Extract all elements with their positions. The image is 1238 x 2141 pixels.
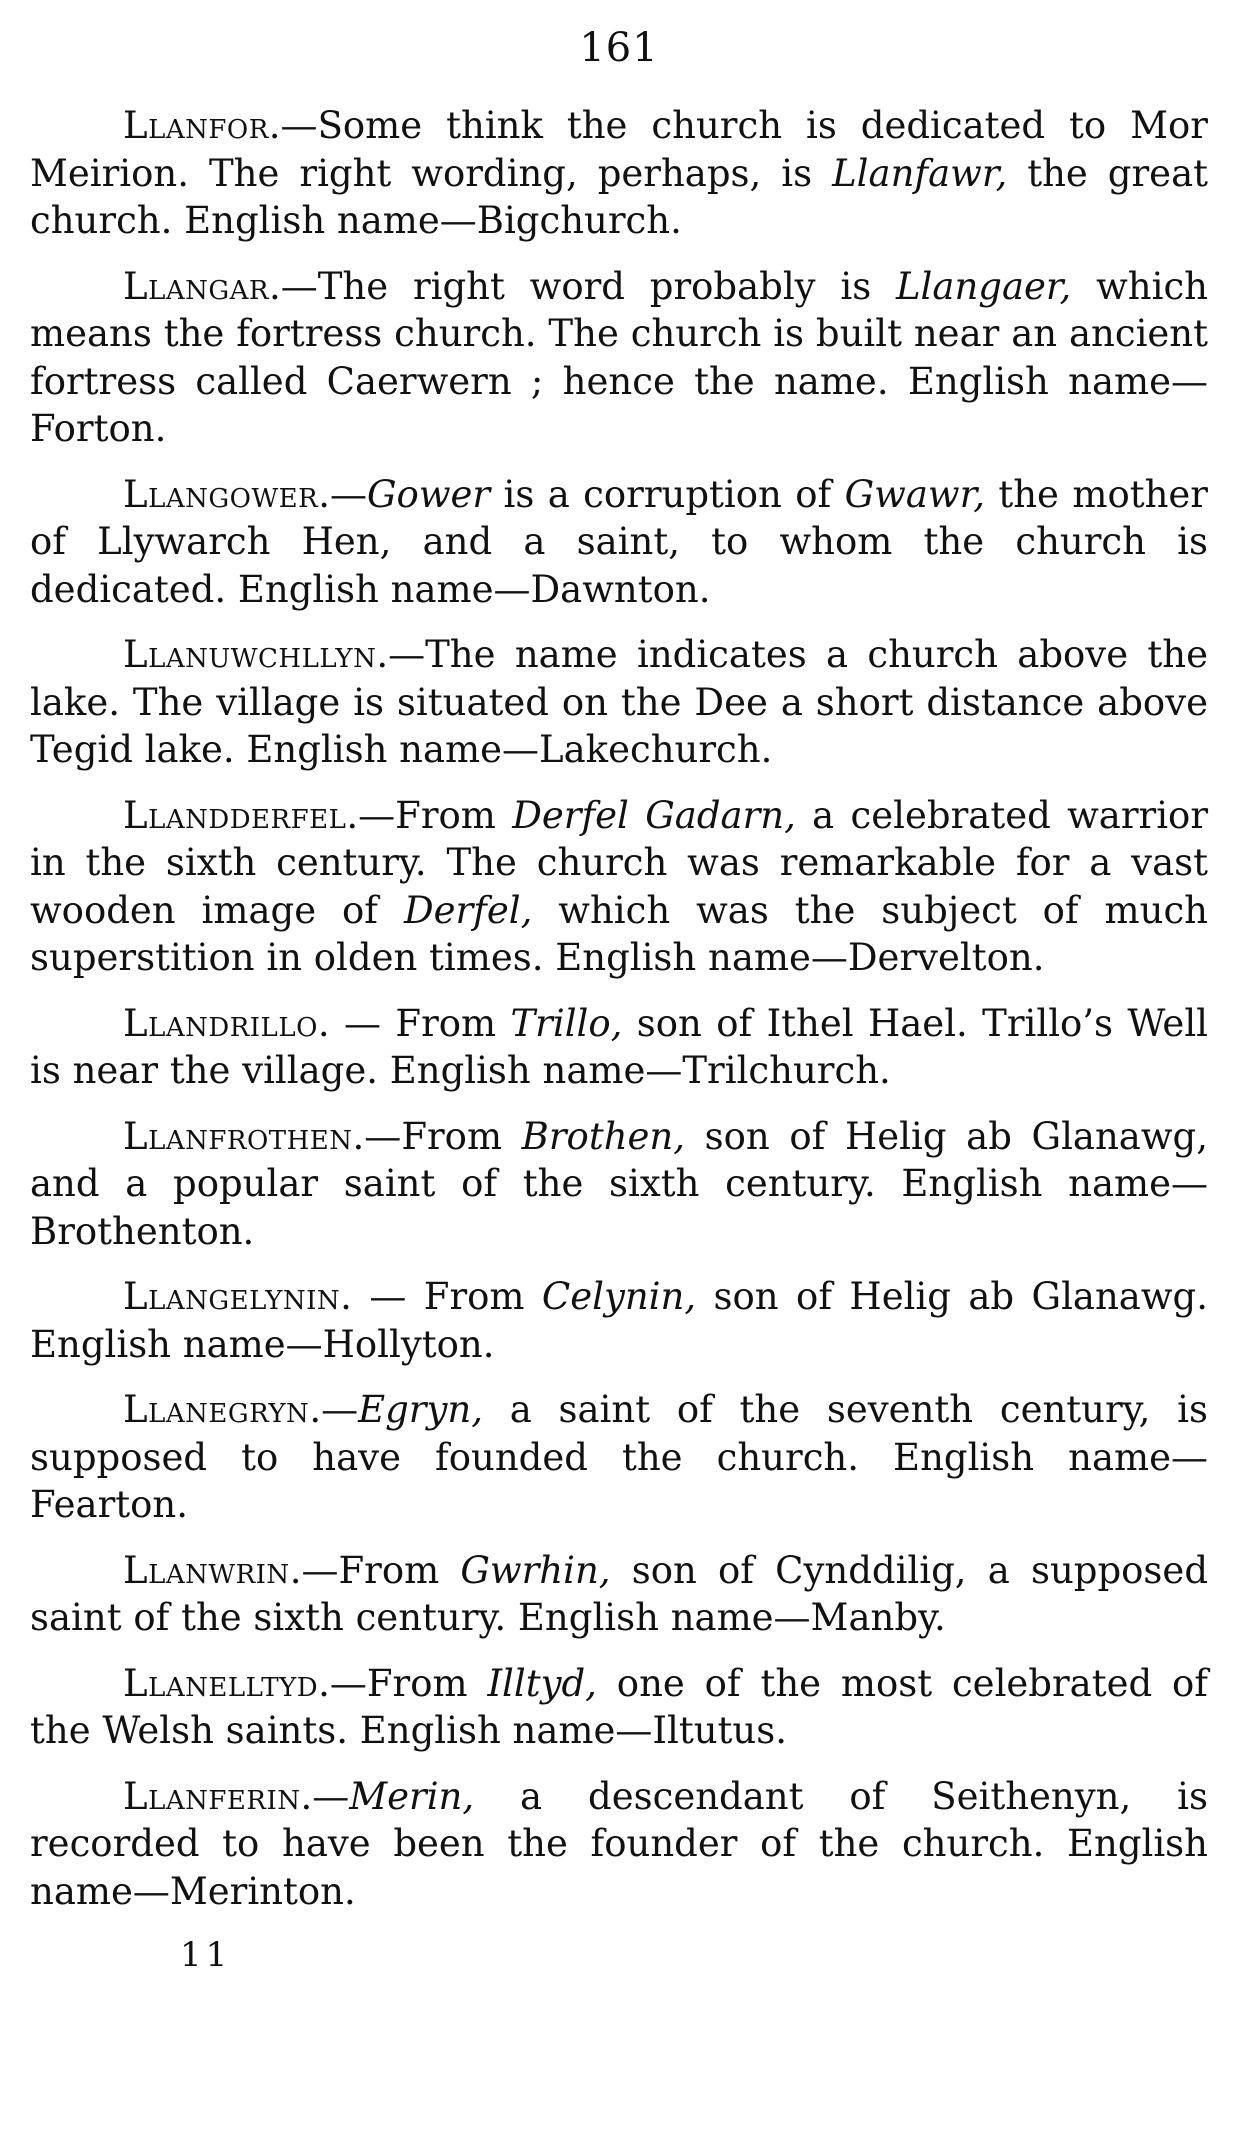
headword: Llanferin (123, 1774, 301, 1818)
headword: Llanegryn (123, 1388, 310, 1431)
entry-text-after: the great church. English name—Bigchurch. (30, 151, 1208, 242)
entry-llanelltyd (30, 1660, 1208, 1755)
entry-llanfrothen (30, 1113, 1208, 1256)
entry-text-after: son of Helig ab Glanawg. English name—Hollyton. (30, 1275, 1208, 1366)
entry-llanwrin (30, 1547, 1208, 1642)
italic-term: Celynin, (541, 1275, 697, 1318)
headword: Llanwrin (123, 1548, 290, 1592)
entry-text: a descendant of Seithenyn, is recorded to have been the founder of the church. English name—Merinton. (30, 1774, 1208, 1913)
entry-text: Some think the church is dedicated to Mor Meirion. The right wording, perhaps, is (30, 104, 1208, 195)
entry-llanuwchllyn (30, 631, 1208, 774)
lead-italic-term: Gower (367, 472, 491, 516)
italic-term: Trillo, (510, 1001, 623, 1045)
separator: .— (268, 104, 318, 147)
headword: Llanuwchllyn (123, 633, 377, 676)
entry-text-after: one of the most celebrated of the Welsh saints. English name—Iltutus. (30, 1661, 1208, 1752)
italic-term-2: Derfel, (403, 888, 533, 932)
italic-term: Llanfawr, (832, 151, 1008, 195)
italic-term: Llangaer, (895, 264, 1072, 308)
page-number: 161 (579, 25, 659, 71)
italic-term: Gwrhin, (460, 1548, 611, 1592)
separator: .— (289, 1548, 339, 1592)
entry-text: From (395, 1001, 511, 1045)
entry-text-after: son of Cynddilig, a supposed saint of the sixth century. English name—Manby. (30, 1548, 1209, 1639)
separator: .— (300, 1774, 350, 1818)
entry-llanegryn (30, 1386, 1208, 1529)
headword: Llangar (123, 264, 269, 308)
entry-text-after: son of Ithel Hael. Trillo’s Well is near the village. English name—Trilchurch. (30, 1001, 1208, 1092)
separator: .— (346, 793, 396, 837)
signature-mark: 11 (180, 1935, 232, 1975)
entry-llangar (30, 263, 1208, 453)
italic-term: Brothen, (521, 1114, 686, 1158)
separator: .— (376, 633, 426, 676)
lead-italic-term: Merin, (349, 1774, 475, 1818)
entry-text-after: which means the fortress church. The church is built near an ancient fortress called Caerwern ; hence the name. English name—Forton. (30, 264, 1208, 450)
entry-llangelynin (30, 1273, 1208, 1368)
entry-text: From (338, 1548, 461, 1592)
entry-llandderfel (30, 792, 1208, 982)
entry-text-after: son of Helig ab Glanawg, and a popular saint of the sixth century. English name—Brothenton. (30, 1114, 1208, 1253)
separator: .— (309, 1388, 359, 1431)
italic-term: Derfel Gadarn, (512, 793, 796, 837)
separator: .— (318, 1661, 367, 1705)
headword: Llandrillo (123, 1001, 318, 1045)
headword: Llangelynin (123, 1275, 341, 1318)
separator: .— (352, 1114, 402, 1158)
separator: .— (318, 472, 367, 516)
entry-text: The name indicates a church above the lake. The village is situated on the Dee a short distance above Tegid lake. English name—Lakechurch. (30, 633, 1208, 771)
headword: Llanelltyd (123, 1661, 319, 1705)
entry-text: a saint of the seventh century, is supposed to have founded the church. English name—Fearton. (30, 1388, 1208, 1526)
entry-text-after: the mother of Llywarch Hen, and a saint, to whom the church is dedicated. English name—Dawnton. (30, 472, 1208, 611)
separator: . — (317, 1001, 396, 1045)
book-page (30, 24, 1208, 2124)
entry-llandrillo (30, 1000, 1208, 1095)
entry-text: is a corruption of (490, 472, 845, 516)
entry-text: From (395, 793, 513, 837)
entry-text: The right word probably is (317, 264, 896, 308)
lead-italic-term: Egryn, (358, 1388, 483, 1431)
entry-llanferin (30, 1773, 1208, 1916)
headword: Llanfor (123, 104, 269, 147)
italic-term: Gwawr, (844, 472, 985, 516)
entry-text: From (366, 1661, 488, 1705)
entry-llangower (30, 471, 1208, 614)
entry-text: From (423, 1275, 542, 1318)
headword: Llanfrothen (123, 1114, 353, 1158)
separator: . — (340, 1275, 424, 1318)
italic-term: Illtyd, (487, 1661, 597, 1705)
headword: Llangower (123, 472, 319, 516)
entry-text-after-2: which was the subject of much superstition in olden times. English name—Dervelton. (30, 888, 1208, 979)
headword: Llandderfel (123, 793, 347, 837)
separator: .— (268, 264, 318, 308)
entry-llanfor (30, 102, 1208, 245)
entry-text: From (401, 1114, 522, 1158)
entry-text-after: a celebrated warrior in the sixth century. The church was remarkable for a vast wooden image of (30, 793, 1209, 932)
